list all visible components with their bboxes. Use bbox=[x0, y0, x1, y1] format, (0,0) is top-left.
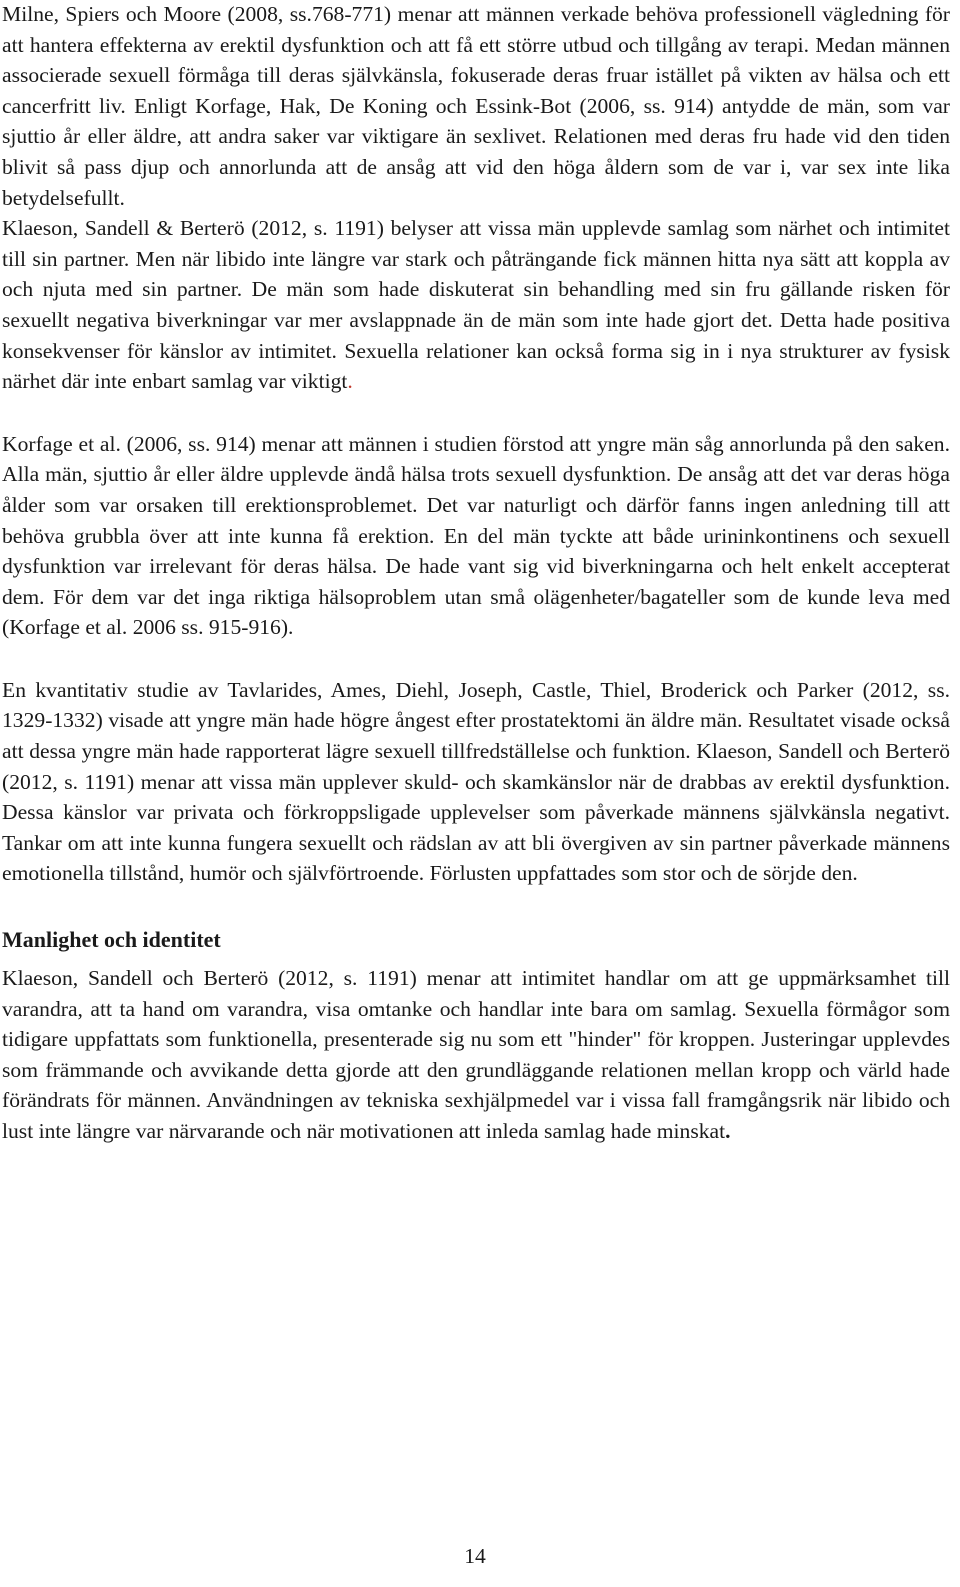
document-page bbox=[2, 0, 950, 1147]
page-number: 14 bbox=[464, 1544, 486, 1568]
paragraph-tavlarides: En kvantitativ studie av Tavlarides, Ames, Diehl, Joseph, Castle, Thiel, Broderick och Parker (2012, ss. 1329-1332) visade att yngre män hade högre ångest efter prostatektomi än äldre män. Resultatet visade också att dessa yngre män hade rapporterat lägre sexuell tillfredställelse och funktion. Klaeson, Sandell och Berterö (2012, s. 1191) menar att vissa män upplever skuld- och skamkänslor när de drabbas av erektil dysfunktion. Dessa känslor var privata och förkroppsligade upplevelser som påverkade männens självkänsla negativt. Tankar om att inte kunna fungera sexuellt och rädslan av att bli övergiven av sin partner påverkade männens emotionella tillstånd, humör och självförtroende. Förlusten uppfattades som stor och de sörjde den. bbox=[2, 677, 950, 886]
paragraph-korfage: Korfage et al. (2006, ss. 914) menar att männen i studien förstod att yngre män såg annorlunda på den saken. Alla män, sjuttio år eller äldre upplevde ändå hälsa trots sexuell dysfunktion. De ansåg att det var deras höga ålder som var orsaken till erektionsproblemet. Det var naturligt och därför fanns ingen anledning till att behöva grubbla över att inte kunna få erektion. En del män tyckte att både urininkontinens och sexuell dysfunktion var irrelevant för deras hälsa. De hade vant sig vid biverkningarna och helt enkelt accepterat dem. För dem var det inga riktiga hälsoproblem utan små olägenheter/bagateller som de kunde leva med (Korfage et al. 2006 ss. 915-916). bbox=[2, 431, 950, 640]
section-heading: Manlighet och identitet bbox=[2, 927, 221, 953]
paragraph-intimitet-end: . bbox=[725, 1119, 731, 1143]
paragraph-klaeson-samlag bbox=[2, 213, 950, 397]
paragraph-intimitet-text: Klaeson, Sandell och Berterö (2012, s. 1191) menar att intimitet handlar om att ge uppmärksamhet till varandra, att ta hand om varandra, visa omtanke och handlar inte bara om samlag. Sexuella förmågor som tidigare uppfattats som funktionella, presenterade sig nu som ett "hinder" för kroppen. Justeringar upplevdes som främmande och avvikande detta gjorde att den grundläggande relationen mellan kropp och värld hade förändrats för männen. Användningen av tekniska sexhjälpmedel var i vissa fall framgångsrik när libido och lust inte längre var närvarande och när motivationen att inleda samlag hade minskat bbox=[2, 966, 950, 1143]
paragraph-end-mark: . bbox=[347, 369, 353, 394]
paragraph-milne: Milne, Spiers och Moore (2008, ss.768-771) menar att männen verkade behöva professionell vägledning för att hantera effekterna av erektil dysfunktion och att få ett större utbud och tillgång av terapi. Medan männen associerade sexuell förmåga till deras självkänsla, fokuserade deras fruar istället på vikten av hälsa och ett cancerfritt liv. Enligt Korfage, Hak, De Koning och Essink-Bot (2006, ss. 914) antydde de män, som var sjuttio år eller äldre, att andra saker var viktigare än sexlivet. Relationen med deras fru hade vid den tiden blivit så pass djup och annorlunda att de ansåg att vid den höga åldern som de var i, var sex inte lika betydelsefullt. bbox=[2, 2, 950, 210]
paragraph-intimitet bbox=[2, 963, 950, 1147]
paragraph-klaeson-samlag-text: Klaeson, Sandell & Berterö (2012, s. 1191) belyser att vissa män upplevde samlag som närhet och intimitet till sin partner. Men när libido inte längre var stark och påträngande fick männen hitta nya sätt att koppla av och njuta med sin partner. De män som hade diskuterat sin behandling med sin fru gällande risken för sexuellt negativa biverkningar var mer avslappnade än de män som inte hade gjort det. Detta hade positiva konsekvenser för känslor av intimitet. Sexuella relationer kan också forma sig in i nya strukturer av fysisk närhet där inte enbart samlag var viktigt bbox=[2, 216, 950, 394]
